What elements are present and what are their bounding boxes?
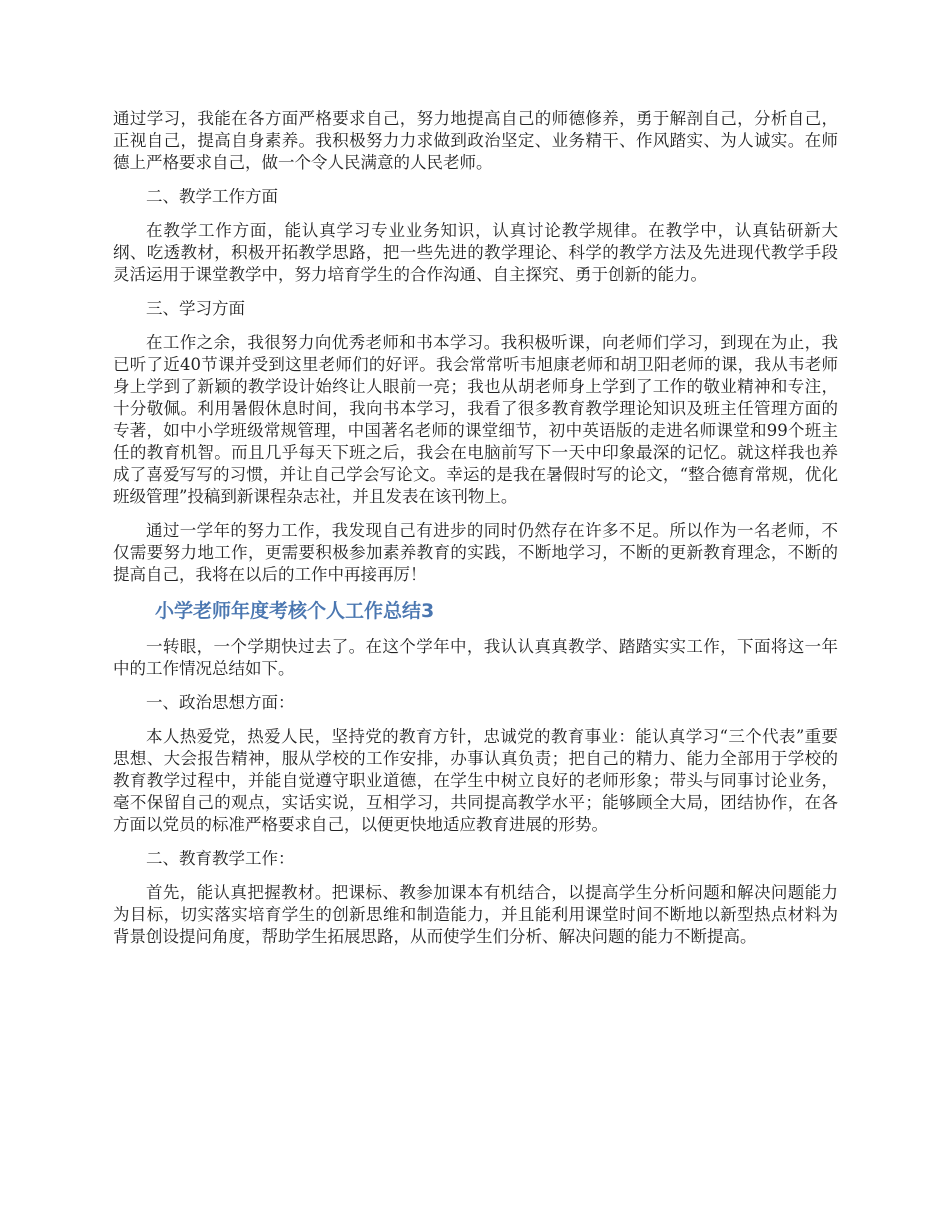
paragraph-intro: 通过学习，我能在各方面严格要求自己，努力地提高自己的师德修养，勇于解剖自己，分析自己，正视自己，提高自身素养。我积极努力力求做到政治坚定、业务精干、作风踏实、为人诚实。在师德上严格要求自己，做一个令人民满意的人民老师。 bbox=[113, 109, 838, 172]
paragraph-political: 本人热爱党，热爱人民，坚持党的教育方针，忠诚党的教育事业：能认真学习“三个代表”重要思想、大会报告精神，服从学校的工作安排，办事认真负责；把自己的精力、能力全部用于学校的教育教学过程中，并能自觉遵守职业道德，在学生中树立良好的老师形象；带头与同事讨论业务，毫不保留自己的观点，实话实说，互相学习，共同提高教学水平；能够顾全大局，团结协作，在各方面以党员的标准严格要求自己，以便更快地适应教育进展的形势。 bbox=[113, 727, 838, 834]
subheading-learning: 三、学习方面 bbox=[146, 299, 245, 318]
paragraph-learning: 在工作之余，我很努力向优秀老师和书本学习。我积极听课，向老师们学习，到现在为止，我已听了近40节课并受到这里老师们的好评。我会常常听韦旭康老师和胡卫阳老师的课，我从韦老师身上学到了新颖的教学设计始终让人眼前一亮；我也从胡老师身上学到了工作的敬业精神和专注，十分敬佩。利用暑假休息时间，我向书本学习，我看了很多教育教学理论知识及班主任管理方面的专著，如中小学班级常规管理，中国著名老师的课堂细节，初中英语版的走进名师课堂和99个班主任的教育机智。而且几乎每天下班之后，我会在电脑前写下一天中印象最深的记忆。就这样我也养成了喜爱写写的习惯，并让自己学会写论文。幸运的是我在暑假时写的论文，“整合德育常规，优化班级管理”投稿到新课程杂志社，并且发表在该刊物上。 bbox=[113, 333, 838, 506]
subheading-political: 一、政治思想方面： bbox=[146, 693, 295, 712]
paragraph-teaching-work: 在教学工作方面，能认真学习专业业务知识，认真讨论教学规律。在教学中，认真钻研新大纲、吃透教材，积极开拓教学思路，把一些先进的教学理论、科学的教学方法及先进现代教学手段灵活运用于课堂教学中，努力培育学生的合作沟通、自主探究、勇于创新的能力。 bbox=[113, 221, 838, 284]
document-page bbox=[113, 108, 838, 960]
paragraph-opening: 一转眼，一个学期快过去了。在这个学年中，我认认真真教学、踏踏实实工作，下面将这一年中的工作情况总结如下。 bbox=[113, 637, 838, 678]
subheading-teaching-work: 二、教学工作方面 bbox=[146, 187, 278, 206]
section-title: 小学老师年度考核个人工作总结3 bbox=[155, 600, 435, 622]
paragraph-conclusion: 通过一学年的努力工作，我发现自己有进步的同时仍然存在许多不足。所以作为一名老师，不仅需要努力地工作，更需要积极参加素养教育的实践，不断地学习，不断的更新教育理念，不断的提高自己，我将在以后的工作中再接再厉！ bbox=[113, 521, 838, 584]
paragraph-education: 首先，能认真把握教材。把课标、教参加课本有机结合，以提高学生分析问题和解决问题能力为目标，切实落实培育学生的创新思维和制造能力，并且能利用课堂时间不断地以新型热点材料为背景创设提问角度，帮助学生拓展思路，从而使学生们分析、解决问题的能力不断提高。 bbox=[113, 883, 838, 946]
subheading-education: 二、教育教学工作： bbox=[146, 849, 295, 868]
